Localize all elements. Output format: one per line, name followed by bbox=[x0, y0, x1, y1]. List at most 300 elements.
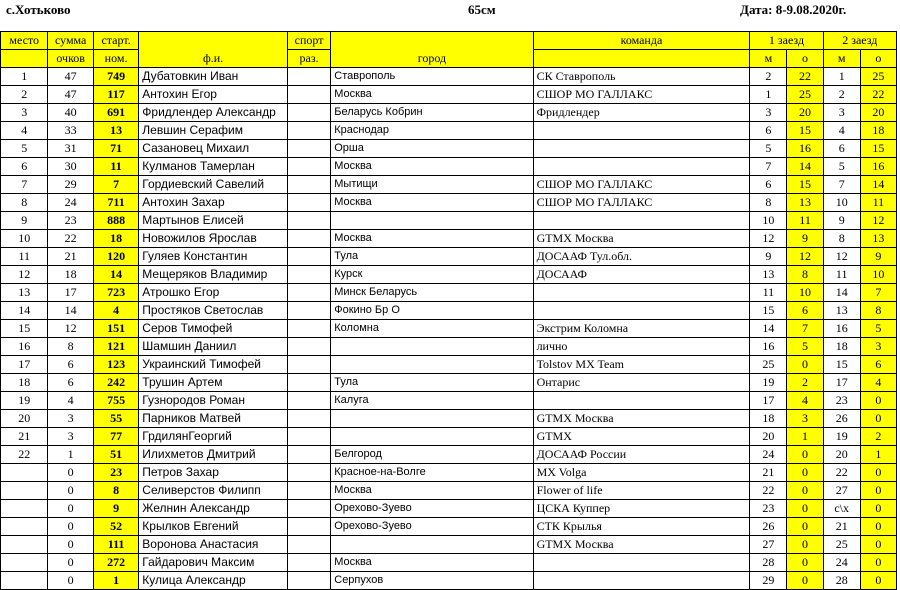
table-row bbox=[1, 158, 897, 176]
cell-name: Простяков Светослав bbox=[139, 302, 288, 320]
cell-sport bbox=[287, 464, 330, 482]
cell-sport bbox=[287, 302, 330, 320]
cell-race1-points: 6 bbox=[787, 302, 823, 320]
cell-sum: 47 bbox=[48, 86, 93, 104]
cell-race2-place: 10 bbox=[823, 194, 860, 212]
cell-sum: 4 bbox=[48, 392, 93, 410]
cell-race2-points: 8 bbox=[860, 302, 896, 320]
table-row bbox=[1, 284, 897, 302]
cell-place: 3 bbox=[1, 104, 48, 122]
cell-sport bbox=[287, 212, 330, 230]
cell-race2-points: 15 bbox=[860, 140, 896, 158]
cell-team bbox=[533, 572, 750, 590]
cell-place: 21 bbox=[1, 428, 48, 446]
cell-race2-place: с\х bbox=[823, 500, 860, 518]
cell-name: Дубатовкин Иван bbox=[139, 68, 288, 86]
cell-place: 6 bbox=[1, 158, 48, 176]
cell-race2-place: 13 bbox=[823, 302, 860, 320]
cell-name: Крылков Евгений bbox=[139, 518, 288, 536]
cell-race1-place: 12 bbox=[750, 230, 787, 248]
cell-race2-points: 4 bbox=[860, 374, 896, 392]
cell-sport bbox=[287, 500, 330, 518]
cell-race1-place: 6 bbox=[750, 176, 787, 194]
header-team-2 bbox=[533, 50, 750, 68]
cell-sport bbox=[287, 374, 330, 392]
cell-name: Серов Тимофей bbox=[139, 320, 288, 338]
cell-race2-points: 0 bbox=[860, 554, 896, 572]
cell-race1-points: 0 bbox=[787, 464, 823, 482]
header-sum: сумма bbox=[48, 32, 93, 50]
cell-race1-place: 21 bbox=[750, 464, 787, 482]
cell-place bbox=[1, 572, 48, 590]
cell-sum: 29 bbox=[48, 176, 93, 194]
cell-name: Сазановец Михаил bbox=[139, 140, 288, 158]
cell-city: Орехово-Зуево bbox=[331, 500, 533, 518]
cell-sport bbox=[287, 104, 330, 122]
cell-sport bbox=[287, 140, 330, 158]
cell-start-number: 7 bbox=[93, 176, 138, 194]
cell-start-number: 23 bbox=[93, 464, 138, 482]
cell-race1-points: 5 bbox=[787, 338, 823, 356]
cell-race2-place: 19 bbox=[823, 428, 860, 446]
cell-city: Коломна bbox=[331, 320, 533, 338]
cell-race2-points: 3 bbox=[860, 338, 896, 356]
cell-city: Курск bbox=[331, 266, 533, 284]
cell-race2-points: 0 bbox=[860, 572, 896, 590]
cell-race1-place: 29 bbox=[750, 572, 787, 590]
cell-team: СШОР МО ГАЛЛАКС bbox=[533, 176, 750, 194]
cell-sport bbox=[287, 122, 330, 140]
cell-name: Левшин Серафим bbox=[139, 122, 288, 140]
cell-city bbox=[331, 410, 533, 428]
cell-race2-place: 27 bbox=[823, 482, 860, 500]
cell-team: Tolstov MX Team bbox=[533, 356, 750, 374]
class-title: 65см bbox=[468, 2, 496, 17]
cell-race2-place: 4 bbox=[823, 122, 860, 140]
cell-race2-points: 5 bbox=[860, 320, 896, 338]
cell-city bbox=[331, 356, 533, 374]
cell-city: Красное-на-Волге bbox=[331, 464, 533, 482]
cell-sport bbox=[287, 338, 330, 356]
cell-race2-place: 16 bbox=[823, 320, 860, 338]
cell-city bbox=[331, 536, 533, 554]
cell-place: 16 bbox=[1, 338, 48, 356]
table-row bbox=[1, 464, 897, 482]
cell-race1-place: 15 bbox=[750, 302, 787, 320]
cell-team bbox=[533, 284, 750, 302]
table-row bbox=[1, 356, 897, 374]
table-row bbox=[1, 248, 897, 266]
cell-name: Илихметов Дмитрий bbox=[139, 446, 288, 464]
cell-race2-place: 15 bbox=[823, 356, 860, 374]
cell-race2-place: 18 bbox=[823, 338, 860, 356]
cell-sport bbox=[287, 86, 330, 104]
header-race1-o: о bbox=[787, 50, 823, 68]
cell-city: Беларусь Кобрин bbox=[331, 104, 533, 122]
cell-race2-points: 10 bbox=[860, 266, 896, 284]
cell-race1-points: 0 bbox=[787, 518, 823, 536]
cell-team: СК Ставрополь bbox=[533, 68, 750, 86]
cell-race1-place: 16 bbox=[750, 338, 787, 356]
cell-start-number: 120 bbox=[93, 248, 138, 266]
cell-city: Белгород bbox=[331, 446, 533, 464]
cell-race2-points: 13 bbox=[860, 230, 896, 248]
cell-sum: 0 bbox=[48, 464, 93, 482]
cell-race1-points: 8 bbox=[787, 266, 823, 284]
table-row bbox=[1, 446, 897, 464]
cell-name: Украинский Тимофей bbox=[139, 356, 288, 374]
cell-race1-place: 10 bbox=[750, 212, 787, 230]
header-start-2: ном. bbox=[93, 50, 138, 68]
cell-race2-points: 9 bbox=[860, 248, 896, 266]
cell-race2-place: 23 bbox=[823, 392, 860, 410]
cell-race2-points: 1 bbox=[860, 446, 896, 464]
cell-race2-points: 0 bbox=[860, 536, 896, 554]
table-row bbox=[1, 194, 897, 212]
cell-sum: 40 bbox=[48, 104, 93, 122]
cell-place: 4 bbox=[1, 122, 48, 140]
cell-race2-place: 28 bbox=[823, 572, 860, 590]
cell-city: Ставрополь bbox=[331, 68, 533, 86]
cell-race1-points: 15 bbox=[787, 122, 823, 140]
cell-name: Мещеряков Владимир bbox=[139, 266, 288, 284]
cell-start-number: 242 bbox=[93, 374, 138, 392]
cell-name: Селиверстов Филипп bbox=[139, 482, 288, 500]
cell-place bbox=[1, 482, 48, 500]
cell-race1-place: 18 bbox=[750, 410, 787, 428]
cell-team: Фридлендер bbox=[533, 104, 750, 122]
cell-start-number: 8 bbox=[93, 482, 138, 500]
cell-place: 18 bbox=[1, 374, 48, 392]
cell-team: GTMX Москва bbox=[533, 410, 750, 428]
cell-race1-points: 3 bbox=[787, 410, 823, 428]
cell-start-number: 111 bbox=[93, 536, 138, 554]
cell-race2-place: 24 bbox=[823, 554, 860, 572]
cell-team bbox=[533, 302, 750, 320]
cell-place: 15 bbox=[1, 320, 48, 338]
cell-sum: 22 bbox=[48, 230, 93, 248]
cell-name: Петров Захар bbox=[139, 464, 288, 482]
table-row bbox=[1, 482, 897, 500]
cell-start-number: 13 bbox=[93, 122, 138, 140]
table-row bbox=[1, 302, 897, 320]
cell-team: MX Volga bbox=[533, 464, 750, 482]
table-row bbox=[1, 86, 897, 104]
cell-race1-place: 28 bbox=[750, 554, 787, 572]
cell-sport bbox=[287, 68, 330, 86]
cell-sport bbox=[287, 356, 330, 374]
cell-team: лично bbox=[533, 338, 750, 356]
cell-place bbox=[1, 536, 48, 554]
cell-race1-place: 20 bbox=[750, 428, 787, 446]
cell-race1-place: 8 bbox=[750, 194, 787, 212]
cell-race1-points: 12 bbox=[787, 248, 823, 266]
header-race2-m: м bbox=[823, 50, 860, 68]
cell-race2-place: 26 bbox=[823, 410, 860, 428]
cell-race1-place: 24 bbox=[750, 446, 787, 464]
cell-race2-points: 18 bbox=[860, 122, 896, 140]
cell-race2-place: 5 bbox=[823, 158, 860, 176]
cell-place: 11 bbox=[1, 248, 48, 266]
table-row bbox=[1, 320, 897, 338]
cell-place: 20 bbox=[1, 410, 48, 428]
cell-city: Орша bbox=[331, 140, 533, 158]
cell-place: 17 bbox=[1, 356, 48, 374]
cell-sport bbox=[287, 446, 330, 464]
cell-race2-place: 21 bbox=[823, 518, 860, 536]
cell-city bbox=[331, 338, 533, 356]
cell-team: СШОР МО ГАЛЛАКС bbox=[533, 194, 750, 212]
cell-city: Калуга bbox=[331, 392, 533, 410]
cell-team: ДОСААФ bbox=[533, 266, 750, 284]
cell-start-number: 121 bbox=[93, 338, 138, 356]
cell-sport bbox=[287, 158, 330, 176]
header-sport-2: раз. bbox=[287, 50, 330, 68]
cell-sum: 0 bbox=[48, 536, 93, 554]
header-race1: 1 заезд bbox=[750, 32, 823, 50]
cell-team: СТК Крылья bbox=[533, 518, 750, 536]
table-row bbox=[1, 428, 897, 446]
results-table bbox=[0, 31, 897, 590]
cell-race1-points: 9 bbox=[787, 230, 823, 248]
cell-start-number: 51 bbox=[93, 446, 138, 464]
cell-race1-place: 17 bbox=[750, 392, 787, 410]
cell-name: ГрдилянГеоргий bbox=[139, 428, 288, 446]
cell-race2-points: 0 bbox=[860, 518, 896, 536]
cell-start-number: 55 bbox=[93, 410, 138, 428]
table-row bbox=[1, 554, 897, 572]
cell-name: Мартынов Елисей bbox=[139, 212, 288, 230]
table-row bbox=[1, 410, 897, 428]
cell-city: Москва bbox=[331, 230, 533, 248]
cell-race1-place: 5 bbox=[750, 140, 787, 158]
cell-race2-place: 6 bbox=[823, 140, 860, 158]
header-city: город bbox=[331, 32, 533, 68]
table-row bbox=[1, 338, 897, 356]
cell-team bbox=[533, 392, 750, 410]
table-row bbox=[1, 176, 897, 194]
cell-race1-place: 19 bbox=[750, 374, 787, 392]
header-sport: спорт bbox=[287, 32, 330, 50]
cell-race1-place: 26 bbox=[750, 518, 787, 536]
cell-race1-place: 27 bbox=[750, 536, 787, 554]
cell-race1-points: 0 bbox=[787, 356, 823, 374]
cell-race2-points: 14 bbox=[860, 176, 896, 194]
cell-city: Орехово-Зуево bbox=[331, 518, 533, 536]
cell-sport bbox=[287, 248, 330, 266]
cell-race2-points: 16 bbox=[860, 158, 896, 176]
cell-start-number: 123 bbox=[93, 356, 138, 374]
cell-place: 12 bbox=[1, 266, 48, 284]
cell-race1-points: 16 bbox=[787, 140, 823, 158]
table-row bbox=[1, 230, 897, 248]
cell-race2-place: 7 bbox=[823, 176, 860, 194]
cell-sum: 1 bbox=[48, 446, 93, 464]
cell-sport bbox=[287, 284, 330, 302]
cell-city bbox=[331, 212, 533, 230]
table-header bbox=[1, 32, 897, 68]
cell-race1-points: 0 bbox=[787, 554, 823, 572]
cell-place: 5 bbox=[1, 140, 48, 158]
header-race2: 2 заезд bbox=[823, 32, 896, 50]
table-row bbox=[1, 572, 897, 590]
cell-sum: 0 bbox=[48, 518, 93, 536]
cell-sum: 17 bbox=[48, 284, 93, 302]
cell-sum: 0 bbox=[48, 554, 93, 572]
cell-name: Гузнородов Роман bbox=[139, 392, 288, 410]
cell-name: Гуляев Константин bbox=[139, 248, 288, 266]
cell-sum: 3 bbox=[48, 428, 93, 446]
cell-place: 8 bbox=[1, 194, 48, 212]
cell-place bbox=[1, 518, 48, 536]
cell-sum: 0 bbox=[48, 482, 93, 500]
cell-city: Серпухов bbox=[331, 572, 533, 590]
table-row bbox=[1, 68, 897, 86]
cell-sum: 8 bbox=[48, 338, 93, 356]
table-row bbox=[1, 518, 897, 536]
cell-race2-points: 22 bbox=[860, 86, 896, 104]
cell-name: Гайдарович Максим bbox=[139, 554, 288, 572]
header-sum-2: очков bbox=[48, 50, 93, 68]
cell-race1-points: 14 bbox=[787, 158, 823, 176]
cell-sport bbox=[287, 266, 330, 284]
cell-place: 10 bbox=[1, 230, 48, 248]
cell-race1-points: 7 bbox=[787, 320, 823, 338]
cell-start-number: 117 bbox=[93, 86, 138, 104]
cell-place: 14 bbox=[1, 302, 48, 320]
cell-sum: 0 bbox=[48, 500, 93, 518]
cell-race1-points: 11 bbox=[787, 212, 823, 230]
table-row bbox=[1, 266, 897, 284]
cell-start-number: 151 bbox=[93, 320, 138, 338]
cell-sport bbox=[287, 230, 330, 248]
cell-place bbox=[1, 464, 48, 482]
cell-start-number: 18 bbox=[93, 230, 138, 248]
cell-start-number: 272 bbox=[93, 554, 138, 572]
cell-city: Мытищи bbox=[331, 176, 533, 194]
cell-city: Москва bbox=[331, 554, 533, 572]
cell-sport bbox=[287, 320, 330, 338]
cell-name: Кулица Александр bbox=[139, 572, 288, 590]
header-fio: ф.и. bbox=[139, 32, 288, 68]
cell-race2-place: 3 bbox=[823, 104, 860, 122]
cell-race2-place: 25 bbox=[823, 536, 860, 554]
cell-sport bbox=[287, 428, 330, 446]
cell-race2-place: 1 bbox=[823, 68, 860, 86]
cell-sport bbox=[287, 554, 330, 572]
cell-name: Фридлендер Александр bbox=[139, 104, 288, 122]
cell-city: Краснодар bbox=[331, 122, 533, 140]
cell-team: ДОСААФ России bbox=[533, 446, 750, 464]
cell-team: Экстрим Коломна bbox=[533, 320, 750, 338]
cell-city: Москва bbox=[331, 194, 533, 212]
cell-race1-place: 11 bbox=[750, 284, 787, 302]
cell-place: 1 bbox=[1, 68, 48, 86]
cell-sum: 6 bbox=[48, 374, 93, 392]
table-row bbox=[1, 500, 897, 518]
cell-sum: 6 bbox=[48, 356, 93, 374]
cell-sport bbox=[287, 536, 330, 554]
cell-city: Москва bbox=[331, 482, 533, 500]
cell-race2-points: 20 bbox=[860, 104, 896, 122]
cell-race1-points: 10 bbox=[787, 284, 823, 302]
cell-start-number: 691 bbox=[93, 104, 138, 122]
cell-race2-points: 7 bbox=[860, 284, 896, 302]
cell-race2-place: 2 bbox=[823, 86, 860, 104]
cell-place: 9 bbox=[1, 212, 48, 230]
table-row bbox=[1, 374, 897, 392]
location-title: с.Хотьково bbox=[6, 2, 71, 17]
cell-team: GTMX Москва bbox=[533, 230, 750, 248]
cell-race2-place: 20 bbox=[823, 446, 860, 464]
cell-sport bbox=[287, 518, 330, 536]
cell-name: Атрошко Егор bbox=[139, 284, 288, 302]
cell-name: Парников Матвей bbox=[139, 410, 288, 428]
cell-race2-place: 9 bbox=[823, 212, 860, 230]
cell-start-number: 755 bbox=[93, 392, 138, 410]
cell-city: Фокино Бр О bbox=[331, 302, 533, 320]
cell-race1-place: 3 bbox=[750, 104, 787, 122]
cell-sum: 47 bbox=[48, 68, 93, 86]
cell-start-number: 9 bbox=[93, 500, 138, 518]
cell-start-number: 71 bbox=[93, 140, 138, 158]
cell-race2-points: 0 bbox=[860, 482, 896, 500]
cell-city: Минск Беларусь bbox=[331, 284, 533, 302]
cell-name: Кулманов Тамерлан bbox=[139, 158, 288, 176]
cell-start-number: 77 bbox=[93, 428, 138, 446]
cell-race2-place: 14 bbox=[823, 284, 860, 302]
cell-name: Новожилов Ярослав bbox=[139, 230, 288, 248]
cell-name: Шамшин Даниил bbox=[139, 338, 288, 356]
cell-sum: 33 bbox=[48, 122, 93, 140]
cell-sum: 23 bbox=[48, 212, 93, 230]
table-body bbox=[1, 68, 897, 590]
cell-race1-place: 9 bbox=[750, 248, 787, 266]
table-row bbox=[1, 212, 897, 230]
cell-race1-place: 25 bbox=[750, 356, 787, 374]
cell-team: СШОР МО ГАЛЛАКС bbox=[533, 86, 750, 104]
cell-race1-points: 4 bbox=[787, 392, 823, 410]
header-place-2 bbox=[1, 50, 48, 68]
table-row bbox=[1, 140, 897, 158]
sheet-title-row bbox=[0, 0, 900, 22]
cell-race1-place: 1 bbox=[750, 86, 787, 104]
cell-name: Антохин Захар bbox=[139, 194, 288, 212]
cell-race1-points: 13 bbox=[787, 194, 823, 212]
table-row bbox=[1, 536, 897, 554]
cell-race1-points: 2 bbox=[787, 374, 823, 392]
cell-city bbox=[331, 428, 533, 446]
cell-race1-place: 2 bbox=[750, 68, 787, 86]
header-race2-o: о bbox=[860, 50, 896, 68]
cell-race1-place: 23 bbox=[750, 500, 787, 518]
table-row bbox=[1, 392, 897, 410]
cell-sport bbox=[287, 410, 330, 428]
cell-team bbox=[533, 140, 750, 158]
cell-city: Москва bbox=[331, 86, 533, 104]
cell-sum: 0 bbox=[48, 572, 93, 590]
cell-race1-points: 1 bbox=[787, 428, 823, 446]
cell-name: Гордиевский Савелий bbox=[139, 176, 288, 194]
cell-city: Тула bbox=[331, 248, 533, 266]
cell-race2-points: 0 bbox=[860, 464, 896, 482]
cell-race2-points: 6 bbox=[860, 356, 896, 374]
cell-team: ДОСААФ Тул.обл. bbox=[533, 248, 750, 266]
cell-city: Тула bbox=[331, 374, 533, 392]
cell-team bbox=[533, 554, 750, 572]
cell-sum: 24 bbox=[48, 194, 93, 212]
cell-race1-place: 7 bbox=[750, 158, 787, 176]
